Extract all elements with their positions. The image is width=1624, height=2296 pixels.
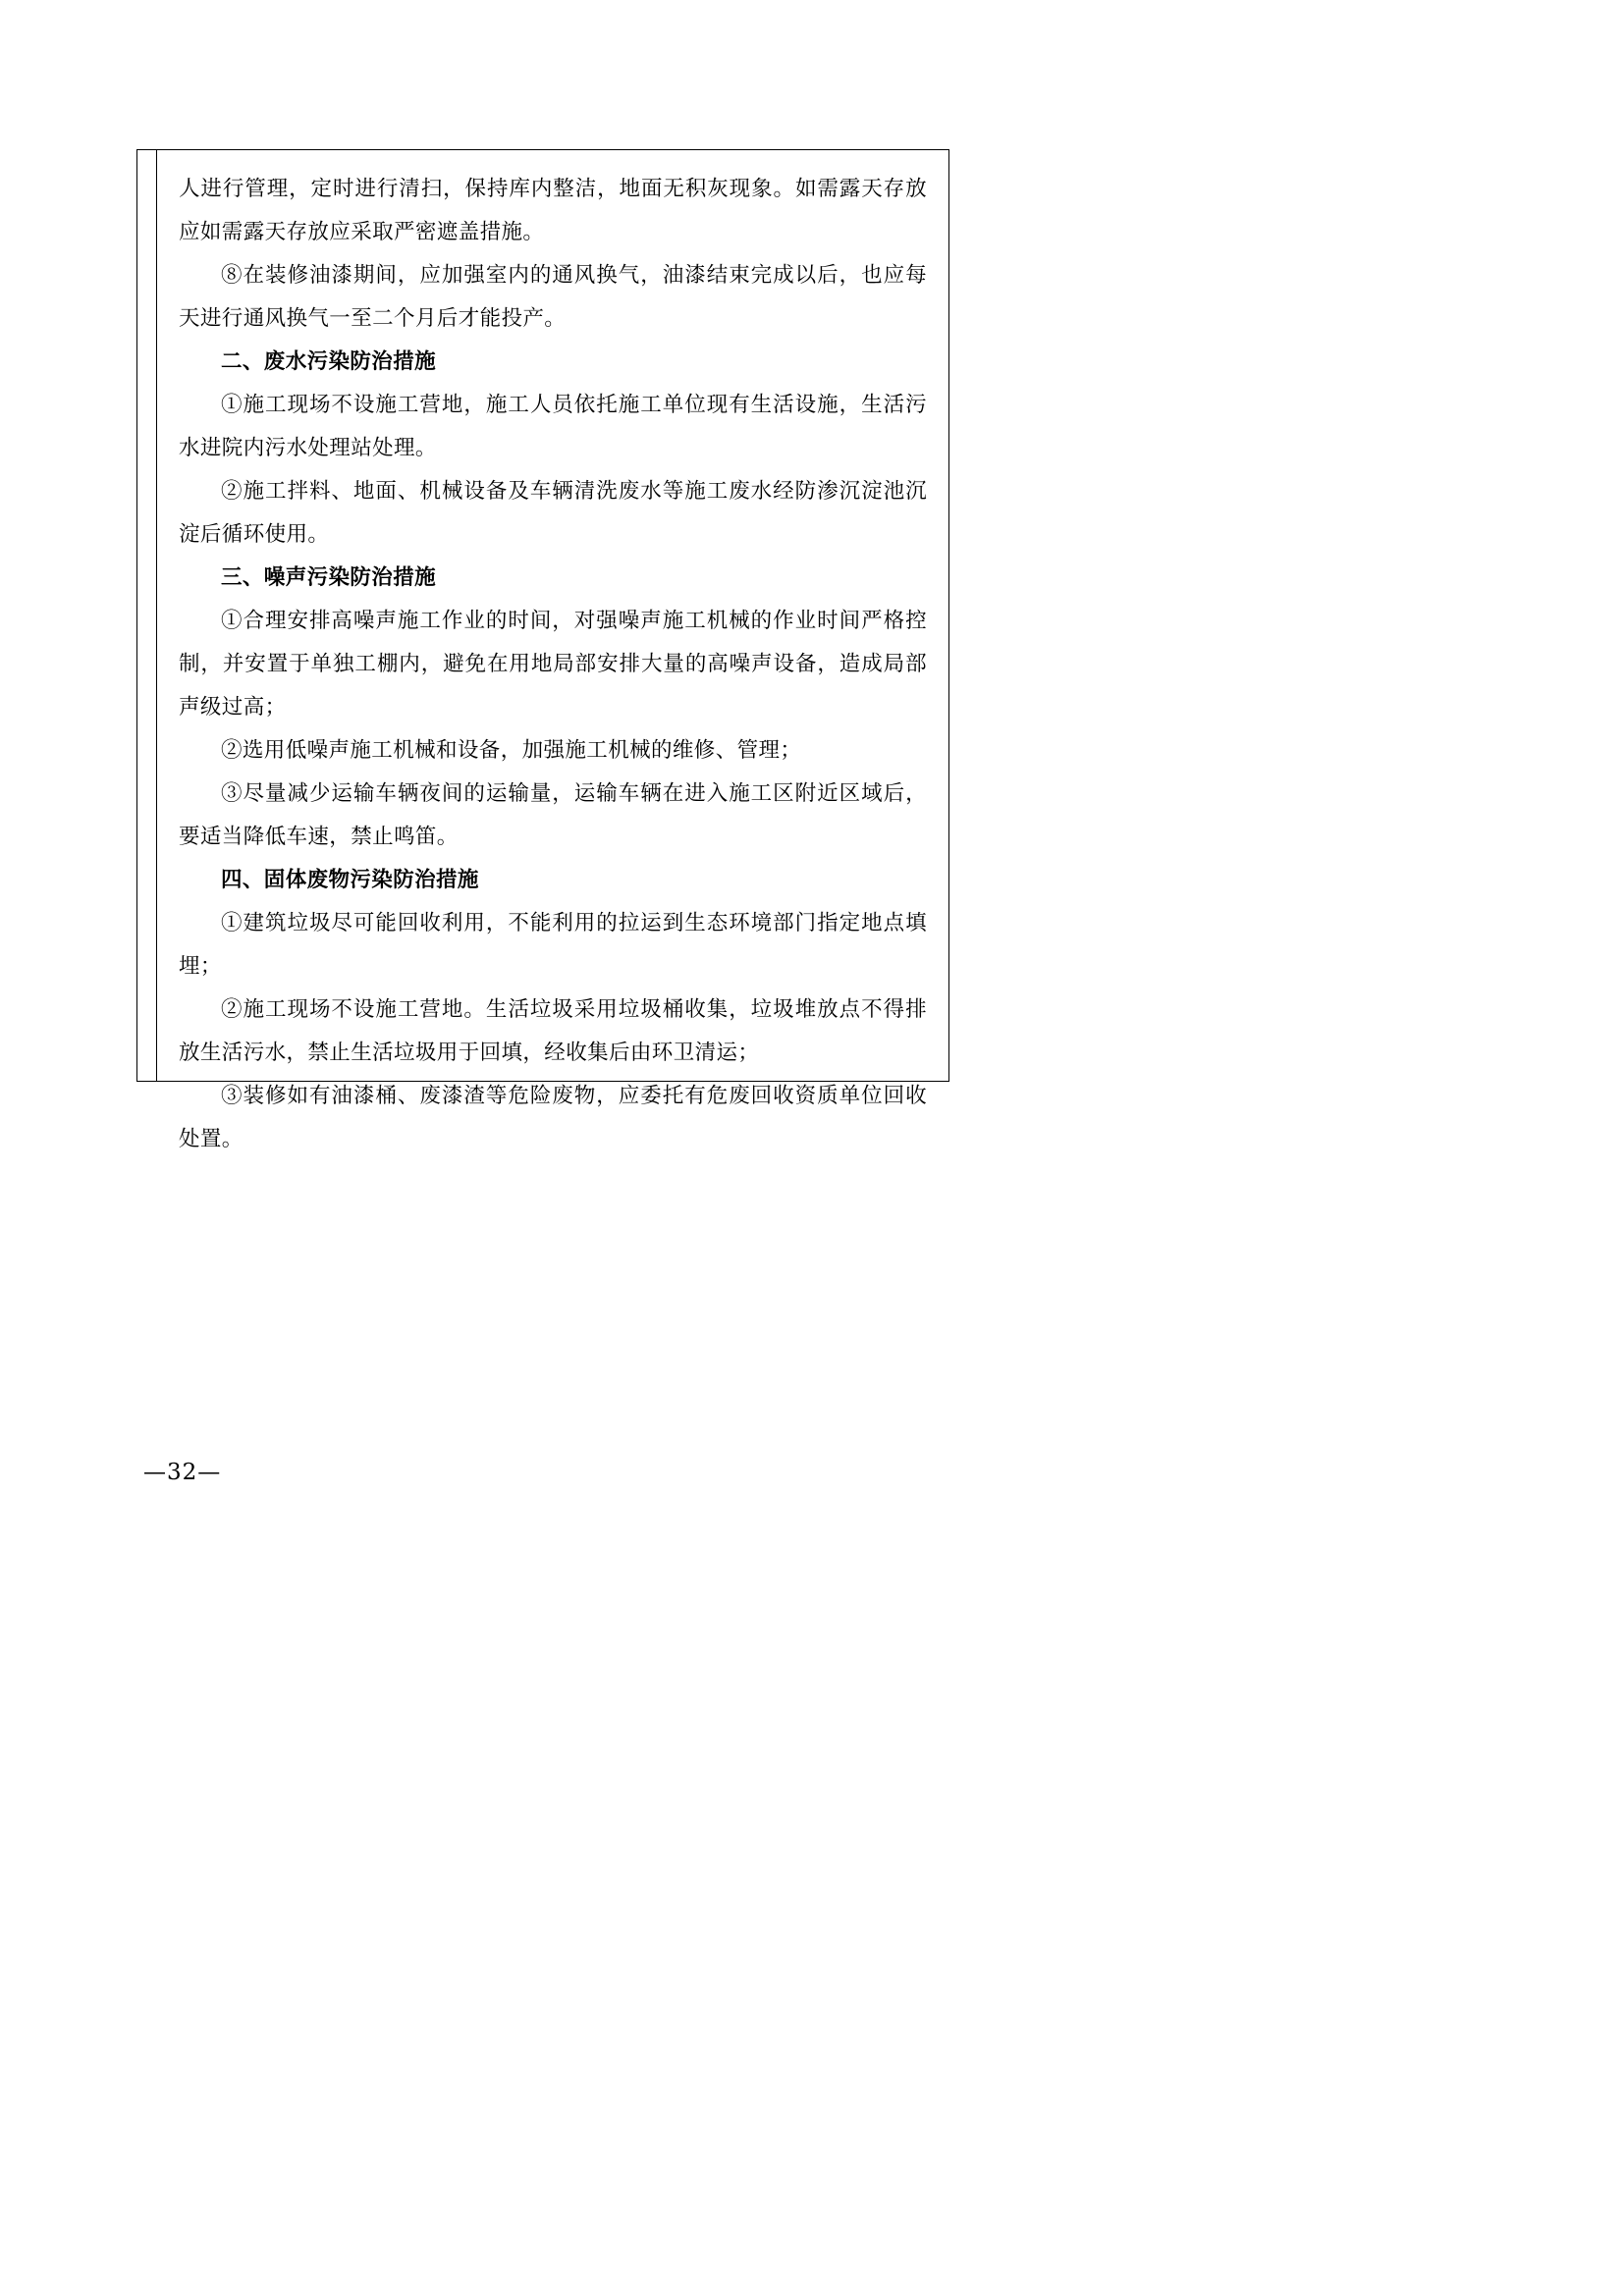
section-heading: 二、废水污染防治措施 [221,349,437,374]
paragraph: ③装修如有油漆桶、废漆渣等危险废物，应委托有危废回收资质单位回收处置。 [179,1084,927,1151]
paragraph: 人进行管理，定时进行清扫，保持库内整洁，地面无积灰现象。如需露天存放应如需露天存放应采取严密遮盖措施。 [179,177,927,244]
paragraph: ⑧在装修油漆期间，应加强室内的通风换气，油漆结束完成以后，也应每天进行通风换气一至二个月后才能投产。 [179,263,927,331]
page-number: —32— [143,1460,222,1485]
paragraph: ①建筑垃圾尽可能回收利用，不能利用的拉运到生态环境部门指定地点填埋； [179,911,927,979]
paragraph: ②施工拌料、地面、机械设备及车辆清洗废水等施工废水经防渗沉淀池沉淀后循环使用。 [179,479,927,547]
paragraph: ①合理安排高噪声施工作业的时间，对强噪声施工机械的作业时间严格控制，并安置于单独工棚内，避免在用地局部安排大量的高噪声设备，造成局部声级过高； [179,609,927,720]
table-left-gutter-column [137,150,157,1081]
paragraph: ③尽量减少运输车辆夜间的运输量，运输车辆在进入施工区附近区域后，要适当降低车速，禁止鸣笛。 [179,781,927,849]
table-content-cell [157,150,948,1151]
paragraph: ②选用低噪声施工机械和设备，加强施工机械的维修、管理； [221,738,802,763]
paragraph: ①施工现场不设施工营地，施工人员依托施工单位现有生活设施，生活污水进院内污水处理站处理。 [179,393,927,460]
section-heading: 三、噪声污染防治措施 [221,565,437,590]
content-table [136,149,949,1151]
paragraph: ②施工现场不设施工营地。生活垃圾采用垃圾桶收集，垃圾堆放点不得排放生活污水，禁止生活垃圾用于回填，经收集后由环卫清运； [179,997,927,1065]
section-heading: 四、固体废物污染防治措施 [221,868,479,892]
